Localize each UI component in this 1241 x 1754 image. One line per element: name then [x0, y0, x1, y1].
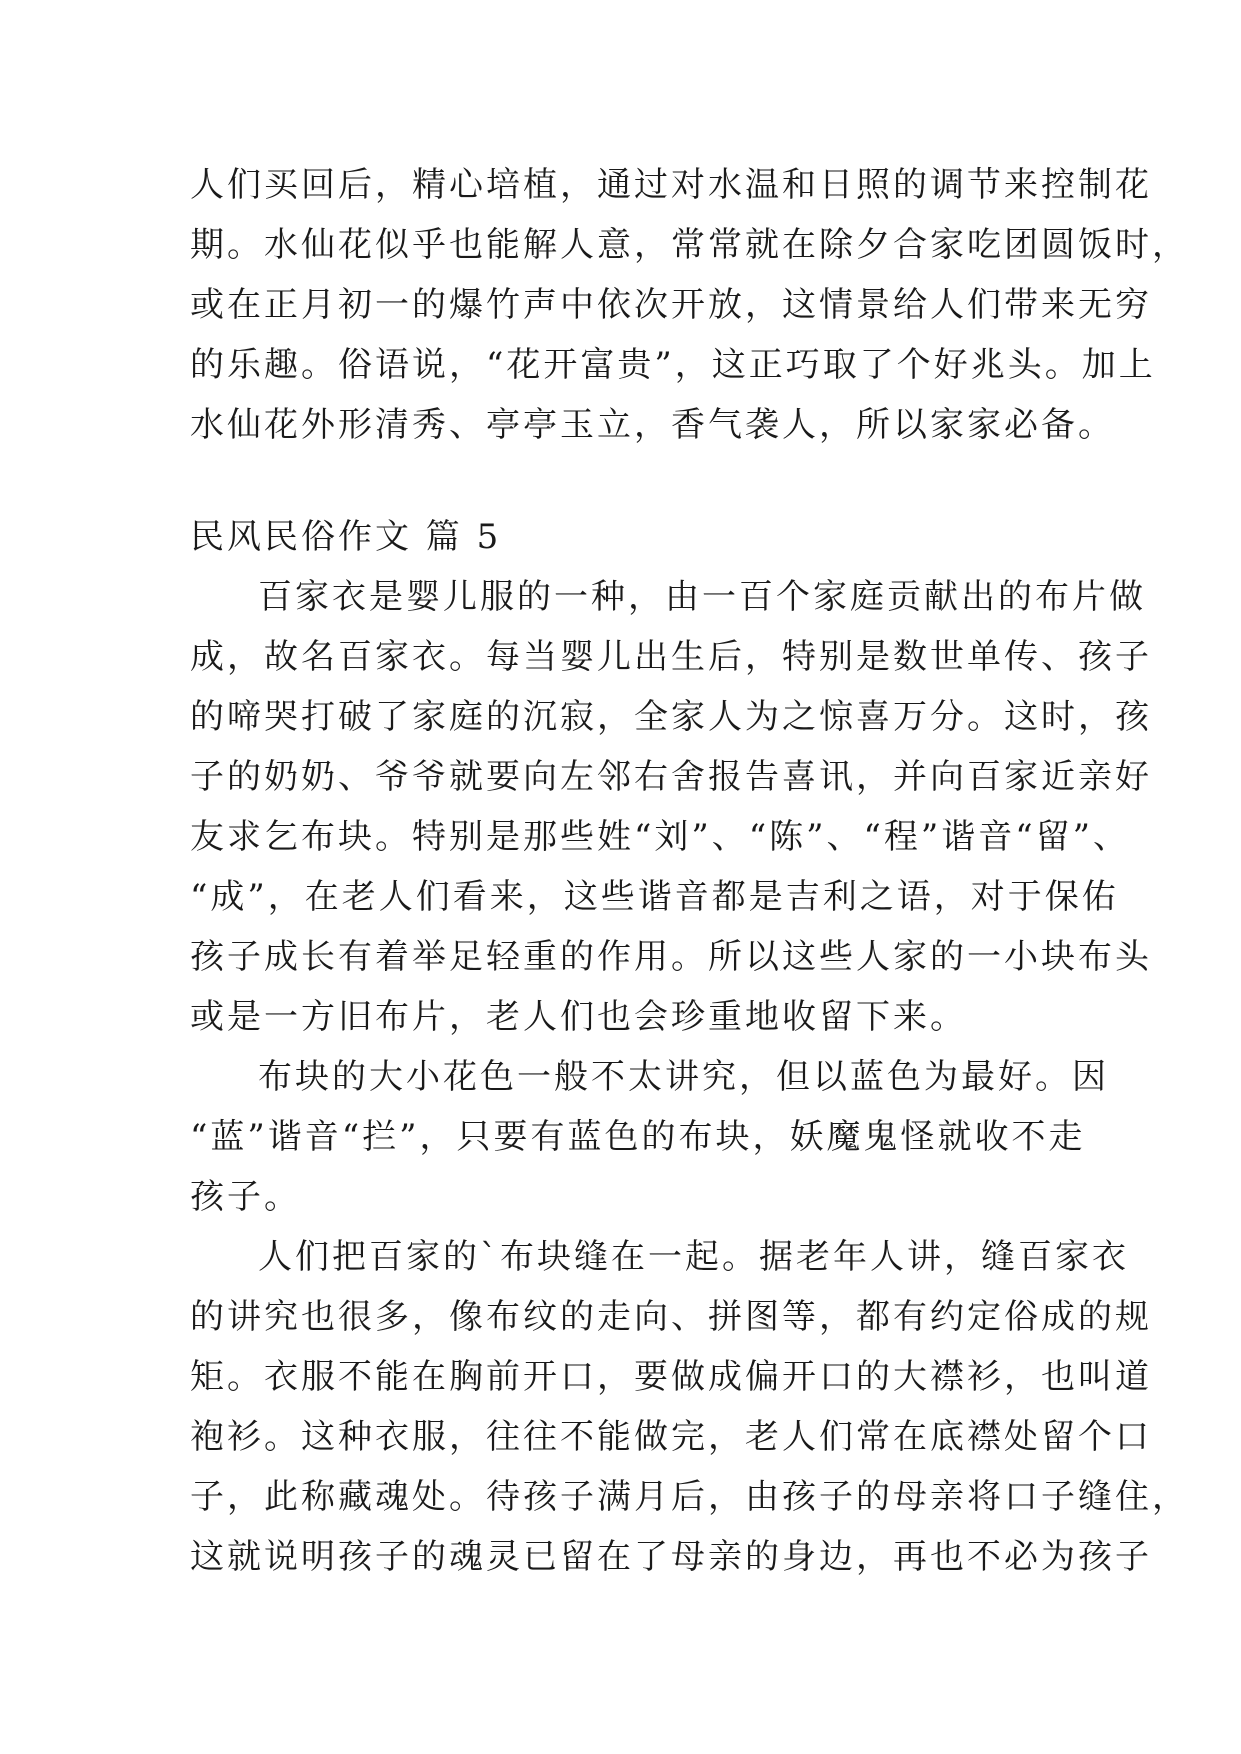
body-text-line: “蓝”谐音“拦”，只要有蓝色的布块，妖魔鬼怪就收不走 — [190, 1117, 1086, 1157]
body-text-line: 友求乞布块。特别是那些姓“刘”、“陈”、“程”谐音“留”、 — [190, 817, 1131, 857]
body-text-line: 人们买回后，精心培植，通过对水温和日照的调节来控制花 — [190, 165, 1152, 205]
body-text-line: 这就说明孩子的魂灵已留在了母亲的身边，再也不必为孩子 — [190, 1537, 1152, 1577]
body-text-line: 期。水仙花似乎也能解人意，常常就在除夕合家吃团圆饭时， — [190, 225, 1189, 265]
body-text-line: “成”，在老人们看来，这些谐音都是吉利之语，对于保佑 — [190, 877, 1119, 917]
body-text-line: 水仙花外形清秀、亭亭玉立，香气袭人，所以家家必备。 — [190, 405, 1115, 445]
body-text-line: 子，此称藏魂处。待孩子满月后，由孩子的母亲将口子缝住， — [190, 1477, 1189, 1517]
body-text-line: 或在正月初一的爆竹声中依次开放，这情景给人们带来无穷 — [190, 285, 1152, 325]
body-text-line: 或是一方旧布片，老人们也会珍重地收留下来。 — [190, 997, 967, 1037]
body-text-line: 孩子成长有着举足轻重的作用。所以这些人家的一小块布头 — [190, 937, 1152, 977]
section-heading: 民风民俗作文 篇 5 — [190, 517, 502, 557]
body-text-line: 成，故名百家衣。每当婴儿出生后，特别是数世单传、孩子 — [190, 637, 1152, 677]
body-text-line: 孩子。 — [190, 1177, 301, 1217]
body-text-line: 子的奶奶、爷爷就要向左邻右舍报告喜讯，并向百家近亲好 — [190, 757, 1152, 797]
body-text-line: 布块的大小花色一般不太讲究，但以蓝色为最好。因 — [258, 1057, 1109, 1097]
body-text-line: 袍衫。这种衣服，往往不能做完，老人们常在底襟处留个口 — [190, 1417, 1152, 1457]
body-text-line: 矩。衣服不能在胸前开口，要做成偏开口的大襟衫，也叫道 — [190, 1357, 1152, 1397]
body-text-line: 人们把百家的`布块缝在一起。据老年人讲，缝百家衣 — [258, 1237, 1129, 1277]
body-text-line: 百家衣是婴儿服的一种，由一百个家庭贡献出的布片做 — [258, 577, 1146, 617]
body-text-line: 的乐趣。俗语说，“花开富贵”，这正巧取了个好兆头。加上 — [190, 345, 1156, 385]
body-text-line: 的啼哭打破了家庭的沉寂，全家人为之惊喜万分。这时，孩 — [190, 697, 1152, 737]
body-text-line: 的讲究也很多，像布纹的走向、拼图等，都有约定俗成的规 — [190, 1297, 1152, 1337]
